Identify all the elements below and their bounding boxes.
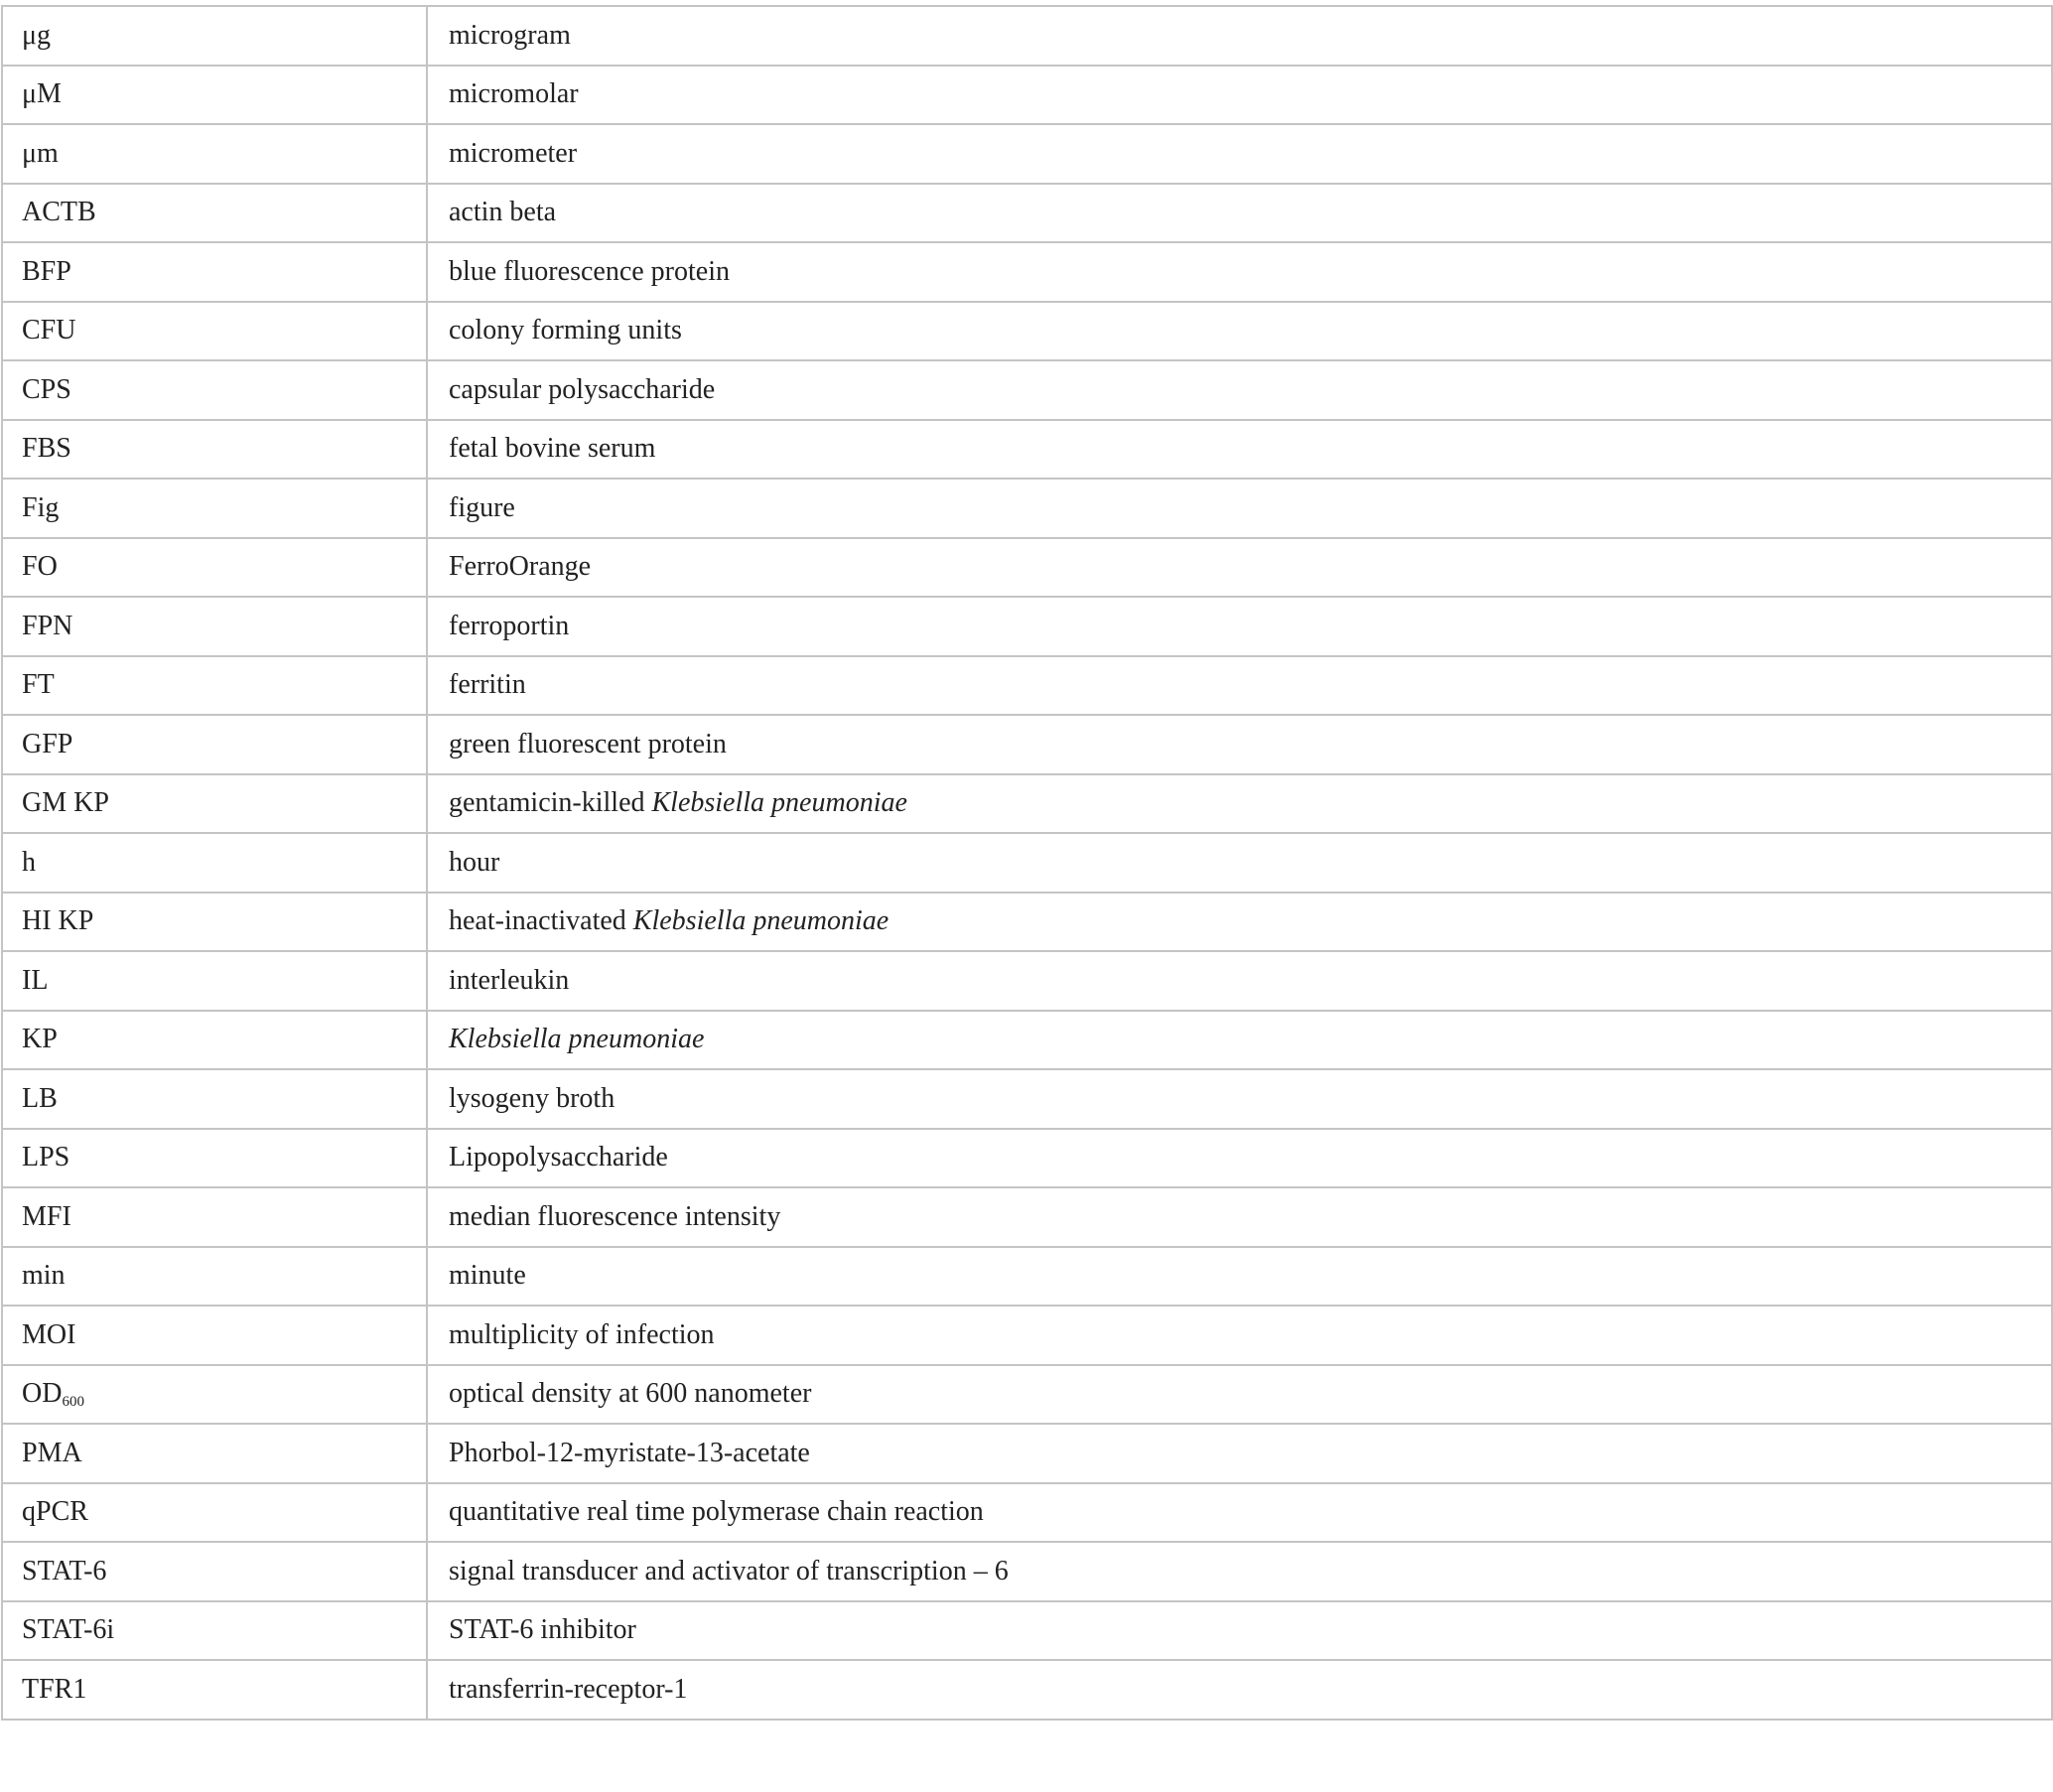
table-row bbox=[2, 360, 2052, 420]
table-row bbox=[2, 1601, 2052, 1661]
definition-cell bbox=[427, 774, 2052, 834]
abbreviation-cell bbox=[2, 1365, 427, 1425]
definition: multiplicity of infection bbox=[449, 1318, 715, 1350]
abbreviation: CFU bbox=[22, 315, 76, 346]
abbreviation-cell bbox=[2, 420, 427, 480]
definition-cell bbox=[427, 184, 2052, 243]
abbreviation-cell bbox=[2, 302, 427, 361]
abbreviation: μm bbox=[22, 137, 59, 169]
definition: ferroportin bbox=[449, 610, 570, 641]
table-row bbox=[2, 6, 2052, 66]
table-row bbox=[2, 1069, 2052, 1129]
abbreviation-cell bbox=[2, 893, 427, 952]
definition-cell bbox=[427, 1187, 2052, 1247]
abbreviation: min bbox=[22, 1260, 66, 1292]
definition-cell bbox=[427, 1129, 2052, 1188]
abbreviation: KP bbox=[22, 1024, 58, 1055]
table-row bbox=[2, 184, 2052, 243]
abbreviation: LB bbox=[22, 1082, 58, 1114]
abbreviation-cell bbox=[2, 1306, 427, 1365]
abbreviation-cell bbox=[2, 1660, 427, 1720]
definition: interleukin bbox=[449, 964, 570, 996]
abbreviation: STAT-6 bbox=[22, 1555, 107, 1586]
abbreviation-cell bbox=[2, 360, 427, 420]
table-row bbox=[2, 893, 2052, 952]
abbreviation-cell bbox=[2, 597, 427, 656]
definition-cell bbox=[427, 538, 2052, 598]
definition-cell bbox=[427, 1069, 2052, 1129]
definition-cell bbox=[427, 1542, 2052, 1601]
abbreviation-cell bbox=[2, 1601, 427, 1661]
abbreviation-cell bbox=[2, 656, 427, 716]
abbreviation-cell bbox=[2, 1129, 427, 1188]
definition: micrometer bbox=[449, 137, 578, 169]
table-row bbox=[2, 715, 2052, 774]
abbreviation: GFP bbox=[22, 728, 73, 759]
abbreviation: μM bbox=[22, 78, 62, 110]
abbreviation-cell bbox=[2, 242, 427, 302]
table-row bbox=[2, 242, 2052, 302]
abbreviation-cell bbox=[2, 1069, 427, 1129]
abbreviation: IL bbox=[22, 964, 49, 996]
definition-cell bbox=[427, 833, 2052, 893]
abbreviation-cell bbox=[2, 774, 427, 834]
abbreviation-cell bbox=[2, 124, 427, 184]
abbreviation: PMA bbox=[22, 1437, 82, 1468]
abbreviation-cell bbox=[2, 1483, 427, 1543]
table-row bbox=[2, 1011, 2052, 1070]
definition: figure bbox=[449, 491, 515, 523]
abbreviation-cell bbox=[2, 1542, 427, 1601]
abbreviation: FO bbox=[22, 551, 58, 583]
abbreviation: MFI bbox=[22, 1200, 71, 1232]
abbreviation-subscript: 600 bbox=[62, 1394, 84, 1411]
definition: colony forming units bbox=[449, 315, 682, 346]
species-name: Klebsiella pneumoniae bbox=[632, 905, 890, 937]
definition: blue fluorescence protein bbox=[449, 255, 730, 287]
definition-cell bbox=[427, 360, 2052, 420]
definition-cell bbox=[427, 1601, 2052, 1661]
table-row bbox=[2, 951, 2052, 1011]
abbreviation-cell bbox=[2, 1247, 427, 1307]
definition-cell bbox=[427, 1247, 2052, 1307]
definition-cell bbox=[427, 715, 2052, 774]
definition: ferritin bbox=[449, 669, 526, 701]
definition: transferrin-receptor-1 bbox=[449, 1673, 688, 1705]
table-row bbox=[2, 479, 2052, 538]
definition: Phorbol-12-myristate-13-acetate bbox=[449, 1437, 810, 1468]
definition-cell bbox=[427, 66, 2052, 125]
definition-cell bbox=[427, 1011, 2052, 1070]
definition-cell bbox=[427, 1424, 2052, 1483]
table-row bbox=[2, 538, 2052, 598]
abbreviation-cell bbox=[2, 1424, 427, 1483]
species-name: Klebsiella pneumoniae bbox=[449, 1024, 705, 1055]
abbreviation: GM KP bbox=[22, 787, 109, 819]
table-row bbox=[2, 1129, 2052, 1188]
abbreviation-cell bbox=[2, 479, 427, 538]
definition-cell bbox=[427, 242, 2052, 302]
definition: optical density at 600 nanometer bbox=[449, 1378, 812, 1410]
table-row bbox=[2, 1187, 2052, 1247]
abbreviation: BFP bbox=[22, 255, 71, 287]
definition: hour bbox=[449, 846, 500, 878]
table-row bbox=[2, 1542, 2052, 1601]
abbreviation-cell bbox=[2, 6, 427, 66]
definition-cell bbox=[427, 1365, 2052, 1425]
table-row bbox=[2, 66, 2052, 125]
definition-cell bbox=[427, 302, 2052, 361]
abbreviation-cell bbox=[2, 1187, 427, 1247]
abbreviation-cell bbox=[2, 184, 427, 243]
definition-cell bbox=[427, 420, 2052, 480]
abbreviation-cell bbox=[2, 66, 427, 125]
definition: signal transducer and activator of transcription – 6 bbox=[449, 1555, 1009, 1586]
definition-cell bbox=[427, 951, 2052, 1011]
definition: micromolar bbox=[449, 78, 579, 110]
abbreviation-cell bbox=[2, 1011, 427, 1070]
table-row bbox=[2, 1483, 2052, 1543]
definition-cell bbox=[427, 656, 2052, 716]
table-row bbox=[2, 1306, 2052, 1365]
table-row bbox=[2, 656, 2052, 716]
abbreviation: ACTB bbox=[22, 197, 96, 228]
definition-cell bbox=[427, 479, 2052, 538]
abbreviation-cell bbox=[2, 833, 427, 893]
abbreviation: qPCR bbox=[22, 1496, 88, 1528]
definition: capsular polysaccharide bbox=[449, 373, 716, 405]
abbreviation: Fig bbox=[22, 491, 60, 523]
definition: green fluorescent protein bbox=[449, 728, 727, 759]
definition: Lipopolysaccharide bbox=[449, 1142, 668, 1173]
definition-prefix: heat-inactivated bbox=[449, 905, 633, 937]
species-name: Klebsiella pneumoniae bbox=[651, 787, 907, 819]
table-row bbox=[2, 302, 2052, 361]
table-row bbox=[2, 1424, 2052, 1483]
definition-cell bbox=[427, 597, 2052, 656]
abbreviation-cell bbox=[2, 538, 427, 598]
abbreviation: CPS bbox=[22, 373, 71, 405]
table-row bbox=[2, 1660, 2052, 1720]
table-row bbox=[2, 420, 2052, 480]
table-row bbox=[2, 774, 2052, 834]
definition-cell bbox=[427, 6, 2052, 66]
abbreviation: FT bbox=[22, 669, 55, 701]
definition-cell bbox=[427, 1306, 2052, 1365]
definition: actin beta bbox=[449, 197, 557, 228]
abbreviation: FBS bbox=[22, 433, 71, 465]
abbreviation: OD bbox=[22, 1378, 63, 1410]
definition-prefix: gentamicin-killed bbox=[449, 787, 652, 819]
abbreviation: LPS bbox=[22, 1142, 70, 1173]
definition: fetal bovine serum bbox=[449, 433, 656, 465]
definition: microgram bbox=[449, 19, 571, 51]
abbreviation: STAT-6i bbox=[22, 1614, 115, 1646]
table-row bbox=[2, 1247, 2052, 1307]
definition-cell bbox=[427, 893, 2052, 952]
definition: quantitative real time polymerase chain reaction bbox=[449, 1496, 984, 1528]
definition: STAT-6 inhibitor bbox=[449, 1614, 636, 1646]
abbreviations-table bbox=[1, 5, 2053, 1721]
abbreviation: TFR1 bbox=[22, 1673, 87, 1705]
abbreviation-cell bbox=[2, 715, 427, 774]
definition: minute bbox=[449, 1260, 526, 1292]
definition-cell bbox=[427, 1660, 2052, 1720]
table-row bbox=[2, 597, 2052, 656]
table-row bbox=[2, 124, 2052, 184]
abbreviation: MOI bbox=[22, 1318, 76, 1350]
definition-cell bbox=[427, 1483, 2052, 1543]
abbreviation: HI KP bbox=[22, 905, 94, 937]
definition: median fluorescence intensity bbox=[449, 1200, 781, 1232]
abbreviation: h bbox=[22, 846, 36, 878]
definition: FerroOrange bbox=[449, 551, 592, 583]
abbreviation: μg bbox=[22, 19, 52, 51]
definition: lysogeny broth bbox=[449, 1082, 616, 1114]
table-row bbox=[2, 833, 2052, 893]
abbreviation-cell bbox=[2, 951, 427, 1011]
abbreviation: FPN bbox=[22, 610, 73, 641]
table-row bbox=[2, 1365, 2052, 1425]
definition-cell bbox=[427, 124, 2052, 184]
